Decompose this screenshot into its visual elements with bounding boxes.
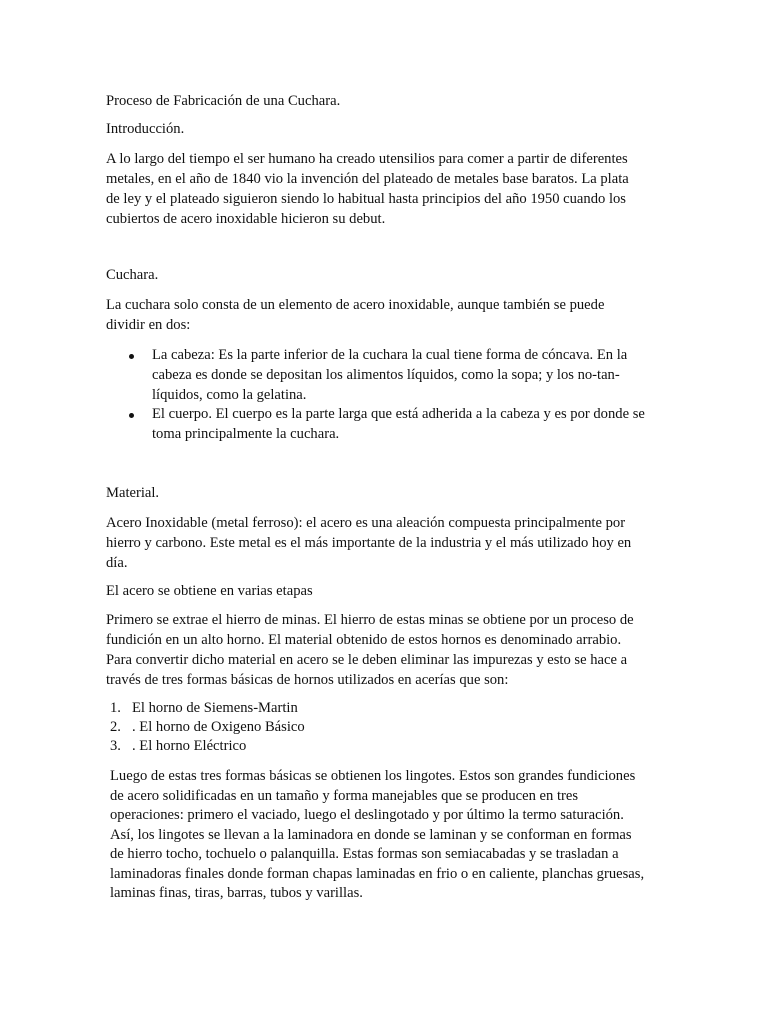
intro-heading: Introducción. (106, 121, 185, 137)
luego-paragraph-line: laminas finas, tiras, barras, tubos y varillas. (110, 885, 363, 901)
bullet-item-line: El cuerpo. El cuerpo es la parte larga que está adherida a la cabeza y es por donde se (152, 406, 645, 422)
primero-paragraph-line: fundición en un alto horno. El material obtenido de estos hornos es denominado arrabio. (106, 632, 622, 648)
primero-paragraph-line: Para convertir dicho material en acero se le deben eliminar las impurezas y esto se hace a (106, 652, 628, 668)
material-paragraph-line: hierro y carbono. Este metal es el más importante de la industria y el más utilizado hoy en (106, 535, 632, 551)
material-heading: Material. (106, 485, 160, 501)
numbered-item-text: El horno de Siemens-Martin (132, 700, 298, 716)
bullet-item-line: toma principalmente la cuchara. (152, 426, 340, 442)
document-title: Proceso de Fabricación de una Cuchara. (106, 93, 341, 109)
cuchara-paragraph-line: dividir en dos: (106, 317, 191, 333)
etapas-line: El acero se obtiene en varias etapas (106, 583, 313, 599)
material-paragraph-line: Acero Inoxidable (metal ferroso): el acero es una aleación compuesta principalmente por (106, 515, 626, 531)
bullet-item-line: cabeza es donde se depositan los alimentos líquidos, como la sopa; y los no-tan- (152, 367, 620, 383)
cuchara-heading: Cuchara. (106, 267, 159, 283)
luego-paragraph-line: operaciones: primero el vaciado, luego el deslingotado y por último la termo saturación. (110, 807, 624, 823)
primero-paragraph-line: Primero se extrae el hierro de minas. El hierro de estas minas se obtiene por un proceso de (106, 612, 634, 628)
luego-paragraph-line: de hierro tocho, tochuelo o palanquilla. Estas formas son semiacabadas y se trasladan a (110, 846, 619, 862)
luego-paragraph-line: Luego de estas tres formas básicas se obtienen los lingotes. Estos son grandes fundiciones (110, 768, 636, 784)
intro-paragraph-line: de ley y el plateado siguieron siendo lo habitual hasta principios del año 1950 cuando los (106, 191, 626, 207)
numbered-item-text: . El horno de Oxigeno Básico (132, 719, 305, 735)
numbered-item-text: . El horno Eléctrico (132, 738, 247, 754)
intro-paragraph-line: A lo largo del tiempo el ser humano ha creado utensilios para comer a partir de diferentes (106, 151, 628, 167)
numbered-item-number: 1. (110, 700, 121, 716)
bullet-item-line: La cabeza: Es la parte inferior de la cuchara la cual tiene forma de cóncava. En la (152, 347, 628, 363)
material-paragraph-line: día. (106, 555, 128, 571)
primero-paragraph-line: través de tres formas básicas de hornos utilizados en acerías que son: (106, 672, 509, 688)
luego-paragraph-line: Así, los lingotes se llevan a la laminadora en donde se laminan y se conforman en formas (110, 827, 632, 843)
cuchara-paragraph-line: La cuchara solo consta de un elemento de acero inoxidable, aunque también se puede (106, 297, 605, 313)
bullet-item-line: líquidos, como la gelatina. (152, 387, 307, 403)
bullet-dot (129, 413, 134, 418)
luego-paragraph-line: de acero solidificadas en un tamaño y forma manejables que se producen en tres (110, 788, 579, 804)
luego-paragraph-line: laminadoras finales donde forman chapas laminadas en frio o en caliente, planchas gruesas, (110, 866, 645, 882)
intro-paragraph-line: cubiertos de acero inoxidable hicieron su debut. (106, 211, 386, 227)
numbered-item-number: 3. (110, 738, 121, 754)
intro-paragraph-line: metales, en el año de 1840 vio la invención del plateado de metales base baratos. La plata (106, 171, 629, 187)
numbered-item-number: 2. (110, 719, 121, 735)
bullet-dot (129, 354, 134, 359)
